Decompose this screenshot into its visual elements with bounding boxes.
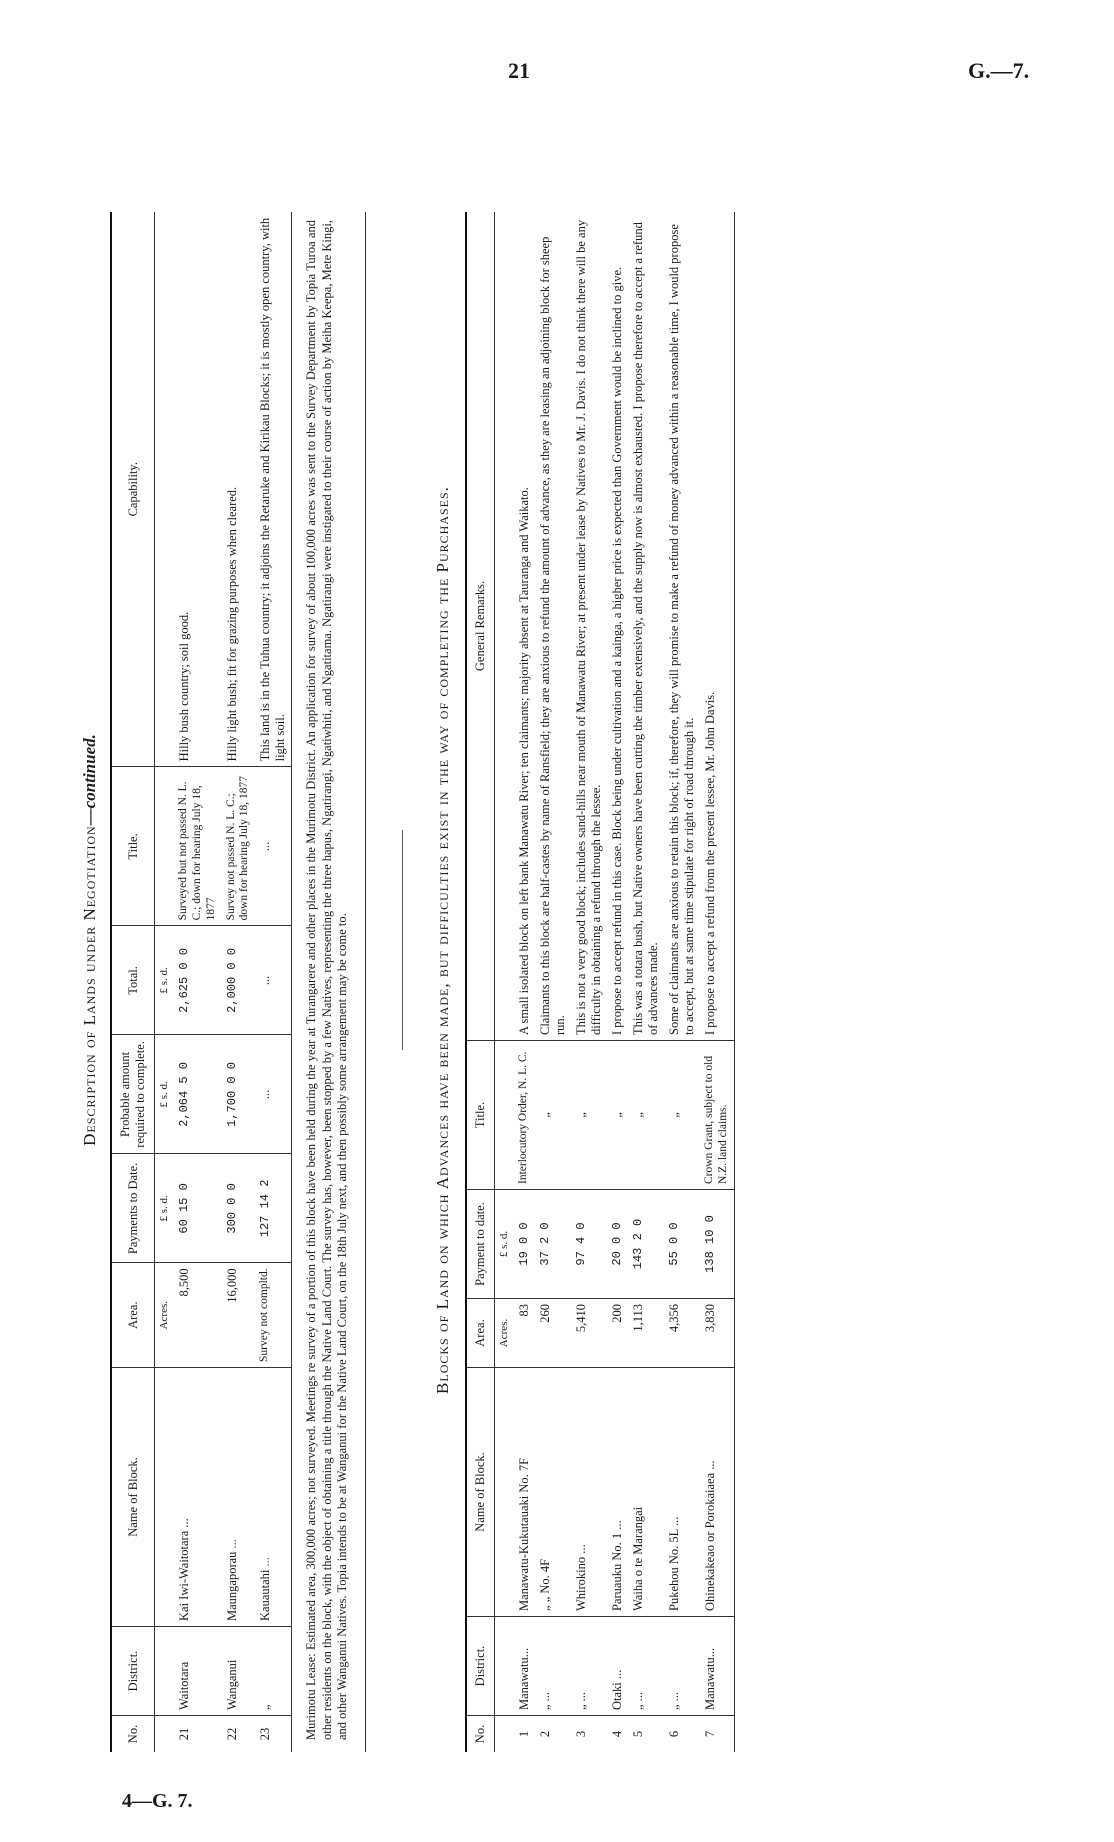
row-title: Surveyed but not passed N. L. C.; down for hearing July 18, 1877 (174, 767, 221, 926)
row-remarks: A small isolated block on left bank Manawatu River; ten claimants; majority absent at Tauranga and Waikato. (514, 212, 535, 1041)
row-payment: 143 2 0 (628, 1190, 664, 1299)
row-no: 4 (610, 1730, 625, 1738)
row-remarks: This is not a very good block; includes sand-hills near mouth of Manawatu River; at present under lease by Natives to Mr. J. Davis. I do not think there will be any difficulty in obtaining a refund through the lessee. (571, 212, 607, 1041)
row-district: „ ... (664, 1617, 700, 1716)
row-remarks: Some of claimants are anxious to retain this block; if, therefore, they will promise to make a refund of money advanced within a reasonable time, I would propose to accept, but at same time stipulate for right of road through it. (664, 212, 700, 1041)
row-block (255, 1368, 292, 1627)
row-payment: 97 4 0 (571, 1190, 607, 1299)
col-no: No. (466, 1716, 495, 1753)
table-row (700, 212, 734, 1752)
row-block: „ „ No. 4F (535, 1368, 571, 1617)
col-district: District. (466, 1617, 495, 1716)
units-row (495, 212, 515, 1752)
row-payment: 37 2 0 (535, 1190, 571, 1299)
row-title: „ (571, 1041, 607, 1190)
row-remarks: I propose to accept a refund from the present lessee, Mr. John Davis. (700, 212, 734, 1041)
table-row (174, 212, 221, 1752)
col-block: Name of Block. (466, 1368, 495, 1617)
row-title: „ (535, 1041, 571, 1190)
row-title: „ (664, 1041, 700, 1190)
table-row (628, 212, 664, 1752)
row-no: 2 (538, 1730, 553, 1738)
row-block: Kai Iwi-Waitotara ... (174, 1368, 221, 1627)
table-row (255, 212, 292, 1752)
col-total: Total. (111, 926, 155, 1035)
row-no: 23 (258, 1727, 273, 1741)
row-area: 5,410 (571, 1299, 607, 1368)
row-payment: 20 0 0 (607, 1190, 628, 1299)
row-no: 7 (703, 1730, 718, 1738)
row-no: 3 (574, 1730, 589, 1738)
table-row (535, 212, 571, 1752)
col-title: Title. (111, 767, 155, 926)
col-probable: Probable amount required to complete. (111, 1035, 155, 1154)
row-remarks: I propose to accept refund in this case. Block being under cultivation and a kainga, a higher price is expected than Government would be inclined to give. (607, 212, 628, 1041)
row-area: 83 (514, 1299, 535, 1368)
row-area: Survey not compltd. (255, 1263, 292, 1368)
col-title: Title. (466, 1041, 495, 1190)
footer-reference: 4—G. 7. (122, 1790, 193, 1812)
table1-title-continued: —continued. (80, 734, 99, 826)
table1-title-main: Description of Lands under Negotiation (80, 825, 99, 1146)
row-probable: 2,064 5 0 (174, 1035, 221, 1154)
col-area: Area. (466, 1299, 495, 1368)
section-divider (365, 212, 366, 1752)
col-payments: Payments to Date. (111, 1154, 155, 1263)
row-area: 1,113 (628, 1299, 664, 1368)
area-unit: Acres. (155, 1263, 175, 1368)
table-row (607, 212, 628, 1752)
row-block: Paruauku No. 1 ... (607, 1368, 628, 1617)
row-payments: 60 15 0 (174, 1154, 221, 1263)
row-probable: ... (255, 1035, 292, 1154)
block-name: Maungaporau (224, 1551, 239, 1621)
row-title: „ (607, 1041, 628, 1190)
page-number: 21 (508, 58, 530, 83)
row-district: „ (255, 1627, 292, 1716)
murimotu-lease-note: Murimotu Lease: Estimated area, 300,000 acres; not surveyed. Meetings re survey of a portion of this block have been held during the year at Turangarere and other places in the Murimotu District. An application for survey of about 100,000 acres was sent to the Survey Department by Topia Turoa and other residents on the block, with the object of obtaining a title through the Native Land Court. The survey has, however, been stopped by a few Natives, representing the three hapus, Ngatirangi, Ngatiwhiti, and Ngatitama. Ngatirangi were instigated to their course of action by Meiha Keepa, Mete Kingi, and other Wanganui Natives. Topia intends to be at Wanganui for the Native Land Court, on the 18th July next, and then possibly some arrangement may be come to. (304, 220, 350, 1740)
row-block: Waiha o te Marangai (628, 1368, 664, 1617)
row-block: Manawatu-Kukutauaki No. 7F (514, 1368, 535, 1617)
col-area: Area. (111, 1263, 155, 1368)
table1-title (80, 110, 100, 1770)
row-total: ... (255, 926, 292, 1035)
row-total: 2,000 0 0 (222, 926, 256, 1035)
row-district: „ ... (571, 1617, 607, 1716)
col-district: District. (111, 1627, 155, 1716)
row-area: 8,500 (174, 1263, 221, 1368)
table-row (571, 212, 607, 1752)
col-payment: Payment to date. (466, 1190, 495, 1299)
row-payments: 300 0 0 (222, 1154, 256, 1263)
row-area: 200 (607, 1299, 628, 1368)
col-capability: Capability. (111, 212, 155, 767)
row-block: Ohinekakeao or Porokaiaea ... (700, 1368, 734, 1617)
row-block: Pukehou No. 5L ... (664, 1368, 700, 1617)
row-title: Survey not passed N. L. C.; down for hearing July 18, 1877 (222, 767, 256, 926)
report-reference: G.—7. (968, 58, 1030, 83)
table-row (222, 212, 256, 1752)
leader-dots: ... (258, 1557, 273, 1567)
table-row (664, 212, 700, 1752)
leader-dots: ... (224, 1539, 239, 1549)
row-no: 5 (631, 1730, 646, 1738)
row-district: Waitotara (174, 1627, 221, 1716)
row-area: 3,830 (700, 1299, 734, 1368)
row-area: 4,356 (664, 1299, 700, 1368)
row-title: „ (628, 1041, 664, 1190)
row-title: ... (255, 767, 292, 926)
row-probable: 1,700 0 0 (222, 1035, 256, 1154)
row-title: Crown Grant, subject to old N.Z. land claims. (700, 1041, 734, 1190)
row-district: Manawatu... (514, 1617, 535, 1716)
row-district: Wanganui (222, 1627, 256, 1716)
row-payments: 127 14 2 (255, 1154, 292, 1263)
table2-title: Blocks of Land on which Advances have been made, but difficulties exist in the way of completing the Purchases. (433, 486, 453, 1394)
advances-blocks-table (465, 212, 735, 1752)
block-name: Kauautahi (258, 1569, 273, 1621)
units-row (155, 212, 175, 1752)
row-capability: This land is in the Tuhua country; it adjoins the Retaruke and Kirikau Blocks; it is mostly open country, with light soil. (255, 212, 292, 767)
row-block: Whirokino ... (571, 1368, 607, 1617)
col-remarks: General Remarks. (466, 212, 495, 1041)
short-rule (402, 830, 403, 1050)
row-title: Interlocutory Order, N. L. C. (514, 1041, 535, 1190)
row-no: 22 (224, 1727, 239, 1741)
row-remarks: Claimants to this block are half-castes by name of Ransfield; they are anxious to refund the amount of advance, as they are leasing an adjoining block for sheep run. (535, 212, 571, 1041)
row-no: 21 (177, 1727, 192, 1741)
money-unit: £ s. d. (155, 1035, 175, 1154)
row-area: 260 (535, 1299, 571, 1368)
col-no: No. (111, 1716, 155, 1753)
area-unit: Acres. (495, 1299, 515, 1368)
row-area: 16,000 (222, 1263, 256, 1368)
row-no: 6 (667, 1730, 682, 1738)
row-district: Manawatu... (700, 1617, 734, 1716)
row-remarks: This was a totara bush, but Native owners have been cutting the timber extensively, and the supply now is almost exhausted. I propose therefore to accept a refund of advances made. (628, 212, 664, 1041)
lands-under-negotiation-table (110, 212, 292, 1752)
money-unit: £ s. d. (155, 926, 175, 1035)
row-payment: 138 10 0 (700, 1190, 734, 1299)
row-capability: Hilly light bush; fit for grazing purposes when cleared. (222, 212, 256, 767)
row-capability: Hilly bush country; soil good. (174, 212, 221, 767)
row-district: „ ... (535, 1617, 571, 1716)
money-unit: £ s. d. (155, 1154, 175, 1263)
money-unit: £ s. d. (495, 1190, 515, 1299)
row-total: 2,625 0 0 (174, 926, 221, 1035)
col-block: Name of Block. (111, 1368, 155, 1627)
row-district: Otaki ... (607, 1617, 628, 1716)
table-row (514, 212, 535, 1752)
row-payment: 19 0 0 (514, 1190, 535, 1299)
row-payment: 55 0 0 (664, 1190, 700, 1299)
row-no: 1 (517, 1730, 532, 1738)
rotated-sheet (80, 110, 1010, 1770)
row-block (222, 1368, 256, 1627)
row-district: „ ... (628, 1617, 664, 1716)
